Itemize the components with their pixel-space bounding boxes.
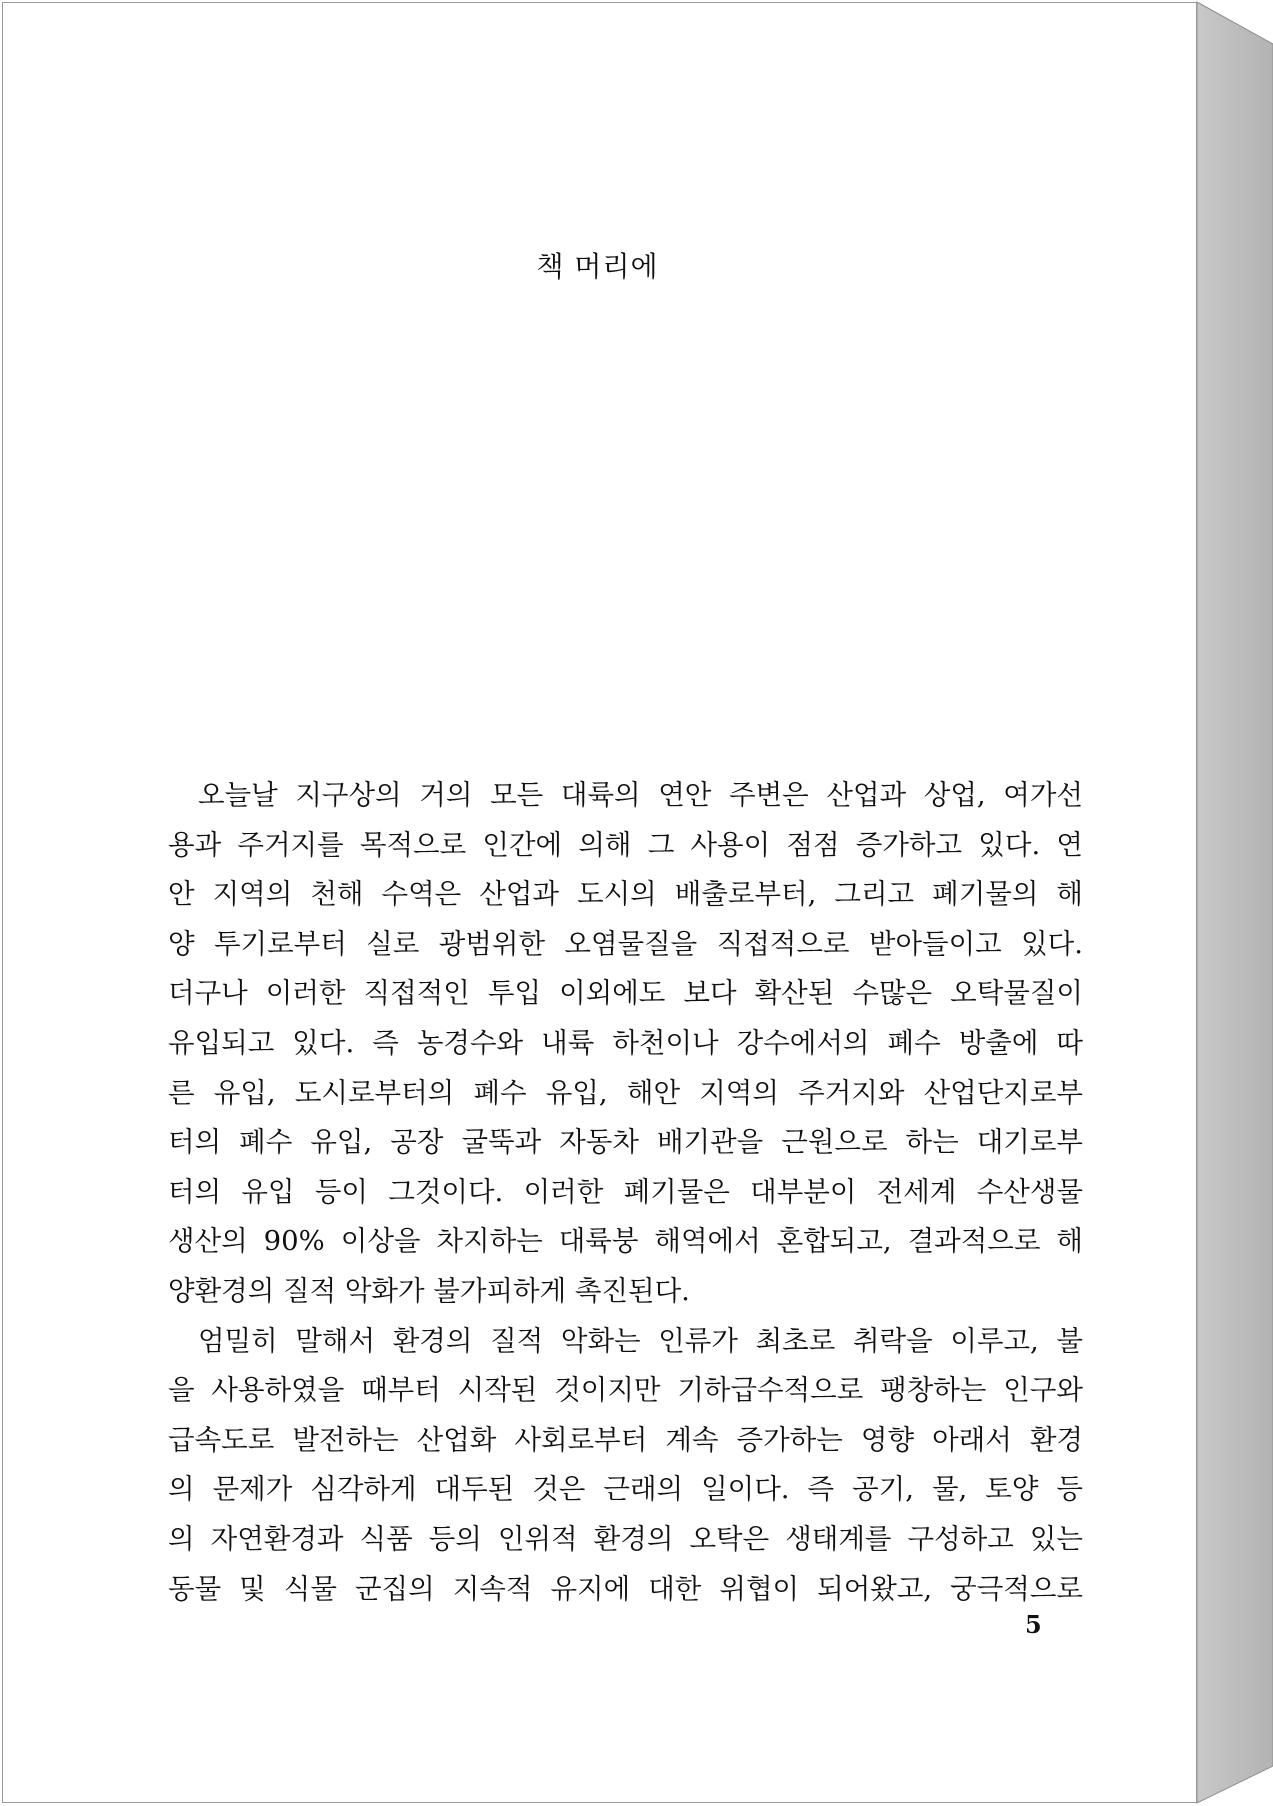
text-line: 터의 폐수 유입, 공장 굴뚝과 자동차 배기관을 근원으로 하는 대기로부 xyxy=(168,1126,1083,1159)
page-number: 5 xyxy=(1025,1610,1042,1639)
text-line: 양 투기로부터 실로 광범위한 오염물질을 직접적으로 받아들이고 있다. xyxy=(168,927,1083,960)
text-line: 용과 주거지를 목적으로 인간에 의해 그 사용이 점점 증가하고 있다. 연 xyxy=(168,828,1083,861)
text-line: 급속도로 발전하는 산업화 사회로부터 계속 증가하는 영향 아래서 환경 xyxy=(168,1423,1083,1456)
page-title: 책 머리에 xyxy=(536,250,659,283)
text-line: 양환경의 질적 악화가 불가피하게 촉진된다. xyxy=(168,1274,690,1307)
text-line: 의 문제가 심각하게 대두된 것은 근래의 일이다. 즉 공기, 물, 토양 등 xyxy=(168,1473,1083,1506)
text-line: 오늘날 지구상의 거의 모든 대륙의 연안 주변은 산업과 상업, 여가선 xyxy=(198,779,1083,811)
body-text xyxy=(168,771,1083,1614)
text-line: 더구나 이러한 직접적인 투입 이외에도 보다 확산된 수많은 오탁물질이 xyxy=(168,977,1083,1010)
text-line: 엄밀히 말해서 환경의 질적 악화는 인류가 최초로 취락을 이루고, 불 xyxy=(198,1324,1083,1357)
text-line: 터의 유입 등이 그것이다. 이러한 폐기물은 대부분이 전세계 수산생물 xyxy=(168,1175,1083,1208)
text-line: 의 자연환경과 식품 등의 인위적 환경의 오탁은 생태계를 구성하고 있는 xyxy=(168,1522,1083,1555)
text-line: 른 유입, 도시로부터의 폐수 유입, 해안 지역의 주거지와 산업단지로부 xyxy=(168,1076,1083,1109)
text-line: 동물 및 식물 군집의 지속적 유지에 대한 위협이 되어왔고, 궁극적으로 xyxy=(168,1572,1083,1605)
text-line: 을 사용하였을 때부터 시작된 것이지만 기하급수적으로 팽창하는 인구와 xyxy=(168,1374,1083,1407)
text-line: 유입되고 있다. 즉 농경수와 내륙 하천이나 강수에서의 폐수 방출에 따 xyxy=(168,1026,1083,1059)
text-line: 생산의 90% 이상을 차지하는 대륙붕 해역에서 혼합되고, 결과적으로 해 xyxy=(168,1225,1083,1258)
text-line: 안 지역의 천해 수역은 산업과 도시의 배출로부터, 그리고 폐기물의 해 xyxy=(168,878,1083,911)
